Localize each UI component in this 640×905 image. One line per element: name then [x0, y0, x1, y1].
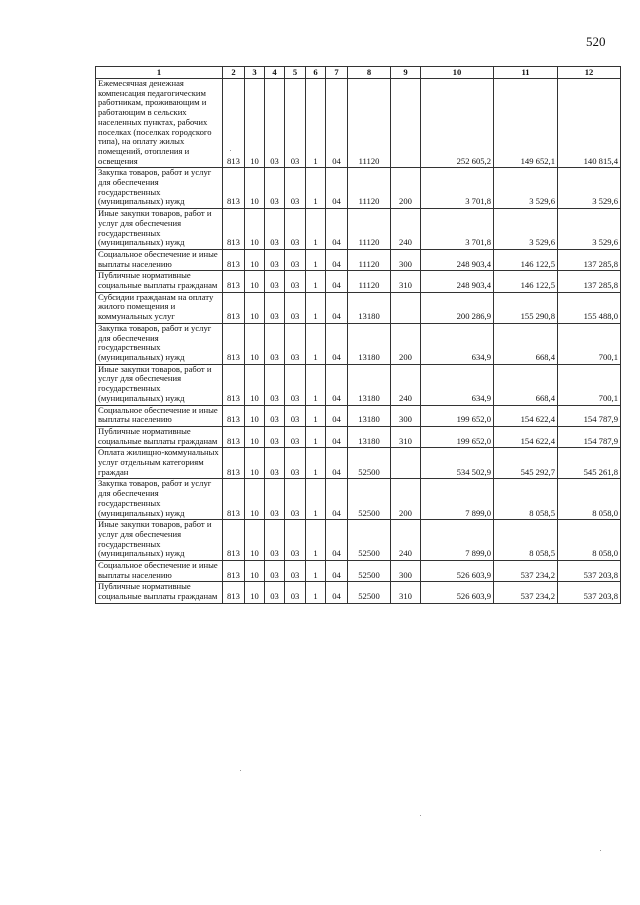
- row-value-cell: 03: [285, 405, 306, 426]
- row-value-cell: 03: [265, 168, 285, 209]
- row-value-cell: 813: [223, 323, 245, 364]
- table-body: [96, 79, 621, 604]
- row-value-cell: 813: [223, 364, 245, 405]
- table-row: [96, 426, 621, 447]
- row-value-cell: 155 488,0: [558, 292, 621, 323]
- row-value-cell: 1: [306, 405, 326, 426]
- row-value-cell: 03: [265, 292, 285, 323]
- row-value-cell: 10: [245, 582, 265, 603]
- row-value-cell: 813: [223, 405, 245, 426]
- row-value-cell: 8 058,0: [558, 520, 621, 561]
- row-value-cell: 04: [326, 323, 348, 364]
- row-value-cell: 03: [285, 168, 306, 209]
- row-value-cell: 03: [285, 209, 306, 250]
- row-value-cell: 199 652,0: [421, 426, 494, 447]
- row-value-cell: 240: [391, 209, 421, 250]
- row-value-cell: 537 203,8: [558, 561, 621, 582]
- row-value-cell: 8 058,5: [494, 479, 558, 520]
- row-value-cell: 03: [285, 323, 306, 364]
- row-value-cell: 154 787,9: [558, 405, 621, 426]
- row-value-cell: 140 815,4: [558, 79, 621, 168]
- row-value-cell: 10: [245, 168, 265, 209]
- row-value-cell: 668,4: [494, 364, 558, 405]
- row-value-cell: 537 234,2: [494, 582, 558, 603]
- row-value-cell: 04: [326, 479, 348, 520]
- row-value-cell: 154 622,4: [494, 426, 558, 447]
- column-header: 11: [494, 67, 558, 79]
- row-value-cell: 537 234,2: [494, 561, 558, 582]
- row-value-cell: 03: [265, 405, 285, 426]
- row-value-cell: 668,4: [494, 323, 558, 364]
- row-value-cell: 03: [285, 249, 306, 270]
- row-value-cell: 813: [223, 292, 245, 323]
- row-name-cell: Иные закупки товаров, работ и услуг для обеспечения государственных (муниципальных) нужд: [96, 520, 223, 561]
- row-value-cell: 03: [285, 292, 306, 323]
- row-value-cell: 545 261,8: [558, 448, 621, 479]
- column-header: 9: [391, 67, 421, 79]
- row-value-cell: 13180: [348, 364, 391, 405]
- row-value-cell: 545 292,7: [494, 448, 558, 479]
- row-name-cell: Иные закупки товаров, работ и услуг для обеспечения государственных (муниципальных) нужд: [96, 209, 223, 250]
- row-value-cell: 146 122,5: [494, 249, 558, 270]
- row-value-cell: 10: [245, 561, 265, 582]
- row-value-cell: 04: [326, 364, 348, 405]
- row-value-cell: 03: [285, 426, 306, 447]
- row-value-cell: 03: [265, 249, 285, 270]
- row-value-cell: 10: [245, 79, 265, 168]
- row-value-cell: 3 529,6: [494, 168, 558, 209]
- row-value-cell: 03: [285, 561, 306, 582]
- row-value-cell: 04: [326, 448, 348, 479]
- column-header: 8: [348, 67, 391, 79]
- row-value-cell: 137 285,8: [558, 271, 621, 292]
- row-name-cell: Социальное обеспечение и иные выплаты населению: [96, 561, 223, 582]
- row-value-cell: 154 622,4: [494, 405, 558, 426]
- row-name-cell: Закупка товаров, работ и услуг для обеспечения государственных (муниципальных) нужд: [96, 323, 223, 364]
- row-value-cell: 300: [391, 249, 421, 270]
- row-value-cell: 813: [223, 561, 245, 582]
- row-value-cell: 137 285,8: [558, 249, 621, 270]
- row-value-cell: 154 787,9: [558, 426, 621, 447]
- row-value-cell: 03: [285, 479, 306, 520]
- row-value-cell: 1: [306, 209, 326, 250]
- row-value-cell: 10: [245, 426, 265, 447]
- budget-table: [95, 66, 621, 604]
- row-value-cell: 10: [245, 479, 265, 520]
- row-value-cell: 03: [265, 271, 285, 292]
- row-value-cell: 248 903,4: [421, 271, 494, 292]
- row-name-cell: Иные закупки товаров, работ и услуг для обеспечения государственных (муниципальных) нужд: [96, 364, 223, 405]
- row-value-cell: 1: [306, 249, 326, 270]
- row-value-cell: 04: [326, 168, 348, 209]
- row-value-cell: 10: [245, 520, 265, 561]
- row-value-cell: 200: [391, 323, 421, 364]
- row-name-cell: Публичные нормативные социальные выплаты гражданам: [96, 582, 223, 603]
- row-value-cell: 3 701,8: [421, 168, 494, 209]
- table-row: [96, 479, 621, 520]
- row-value-cell: 11120: [348, 249, 391, 270]
- row-value-cell: 03: [285, 364, 306, 405]
- table-row: [96, 79, 621, 168]
- row-name-cell: Социальное обеспечение и иные выплаты населению: [96, 249, 223, 270]
- column-header: 3: [245, 67, 265, 79]
- row-value-cell: 10: [245, 323, 265, 364]
- row-value-cell: 03: [265, 79, 285, 168]
- row-value-cell: 03: [285, 271, 306, 292]
- row-value-cell: 3 701,8: [421, 209, 494, 250]
- row-value-cell: 700,1: [558, 364, 621, 405]
- row-value-cell: 240: [391, 364, 421, 405]
- row-value-cell: 10: [245, 364, 265, 405]
- row-value-cell: 52500: [348, 561, 391, 582]
- row-value-cell: 10: [245, 271, 265, 292]
- scan-speck: [600, 850, 601, 851]
- row-value-cell: 8 058,0: [558, 479, 621, 520]
- row-value-cell: 04: [326, 209, 348, 250]
- table-row: [96, 364, 621, 405]
- row-value-cell: 813: [223, 479, 245, 520]
- column-header: 7: [326, 67, 348, 79]
- row-value-cell: 252 605,2: [421, 79, 494, 168]
- row-value-cell: 10: [245, 209, 265, 250]
- row-value-cell: 813: [223, 582, 245, 603]
- row-value-cell: 310: [391, 271, 421, 292]
- column-header: 5: [285, 67, 306, 79]
- row-value-cell: 13180: [348, 292, 391, 323]
- row-value-cell: 04: [326, 520, 348, 561]
- table-row: [96, 405, 621, 426]
- row-value-cell: 11120: [348, 168, 391, 209]
- row-value-cell: 700,1: [558, 323, 621, 364]
- row-value-cell: 52500: [348, 479, 391, 520]
- row-value-cell: 526 603,9: [421, 561, 494, 582]
- row-value-cell: 200: [391, 479, 421, 520]
- row-value-cell: 03: [265, 209, 285, 250]
- row-value-cell: 04: [326, 582, 348, 603]
- row-value-cell: 1: [306, 323, 326, 364]
- row-value-cell: 310: [391, 582, 421, 603]
- row-value-cell: 04: [326, 249, 348, 270]
- row-value-cell: 813: [223, 79, 245, 168]
- table-header-row: [96, 67, 621, 79]
- row-value-cell: 03: [265, 561, 285, 582]
- row-value-cell: [391, 79, 421, 168]
- row-name-cell: Публичные нормативные социальные выплаты гражданам: [96, 426, 223, 447]
- row-value-cell: 1: [306, 479, 326, 520]
- row-value-cell: 52500: [348, 520, 391, 561]
- page-number: 520: [586, 34, 606, 49]
- table-row: [96, 561, 621, 582]
- row-value-cell: 11120: [348, 209, 391, 250]
- row-value-cell: 537 203,8: [558, 582, 621, 603]
- row-name-cell: Субсидии гражданам на оплату жилого помещения и коммунальных услуг: [96, 292, 223, 323]
- table-row: [96, 582, 621, 603]
- table-row: [96, 292, 621, 323]
- row-value-cell: 1: [306, 561, 326, 582]
- row-value-cell: 199 652,0: [421, 405, 494, 426]
- column-header: 6: [306, 67, 326, 79]
- row-name-cell: Ежемесячная денежная компенсация педагогическим работникам, проживающим и работающим в сельских населенных пунктах, рабочих поселках (поселках городского типа), на оплату жилых помещений, отопления и освещения: [96, 79, 223, 168]
- column-header: 12: [558, 67, 621, 79]
- row-value-cell: 10: [245, 249, 265, 270]
- scan-speck: [240, 770, 241, 771]
- row-value-cell: 03: [265, 582, 285, 603]
- table-row: [96, 168, 621, 209]
- row-value-cell: 03: [265, 520, 285, 561]
- row-value-cell: 534 502,9: [421, 448, 494, 479]
- row-value-cell: 04: [326, 271, 348, 292]
- row-value-cell: 03: [265, 479, 285, 520]
- row-value-cell: 1: [306, 426, 326, 447]
- row-value-cell: 1: [306, 448, 326, 479]
- row-value-cell: 634,9: [421, 364, 494, 405]
- row-value-cell: [391, 292, 421, 323]
- row-value-cell: 1: [306, 168, 326, 209]
- row-value-cell: 7 899,0: [421, 479, 494, 520]
- row-value-cell: 1: [306, 271, 326, 292]
- row-value-cell: 03: [285, 448, 306, 479]
- row-value-cell: 03: [285, 79, 306, 168]
- row-value-cell: 11120: [348, 79, 391, 168]
- row-value-cell: 04: [326, 561, 348, 582]
- row-value-cell: 04: [326, 405, 348, 426]
- row-value-cell: 3 529,6: [558, 209, 621, 250]
- row-value-cell: 1: [306, 364, 326, 405]
- row-value-cell: 52500: [348, 448, 391, 479]
- row-value-cell: 03: [265, 426, 285, 447]
- row-value-cell: 03: [265, 364, 285, 405]
- row-value-cell: 13180: [348, 323, 391, 364]
- row-value-cell: 8 058,5: [494, 520, 558, 561]
- row-name-cell: Социальное обеспечение и иные выплаты населению: [96, 405, 223, 426]
- row-value-cell: 300: [391, 561, 421, 582]
- scan-speck: [420, 815, 421, 816]
- row-value-cell: 155 290,8: [494, 292, 558, 323]
- row-value-cell: 813: [223, 448, 245, 479]
- table-row: [96, 249, 621, 270]
- row-value-cell: 1: [306, 292, 326, 323]
- row-value-cell: 04: [326, 426, 348, 447]
- row-value-cell: 3 529,6: [558, 168, 621, 209]
- column-header: 1: [96, 67, 223, 79]
- table-row: [96, 520, 621, 561]
- table-row: [96, 323, 621, 364]
- row-value-cell: [391, 448, 421, 479]
- table-row: [96, 448, 621, 479]
- row-value-cell: 04: [326, 292, 348, 323]
- row-value-cell: 813: [223, 426, 245, 447]
- row-value-cell: 813: [223, 168, 245, 209]
- row-value-cell: 1: [306, 520, 326, 561]
- row-value-cell: 310: [391, 426, 421, 447]
- row-value-cell: 10: [245, 448, 265, 479]
- row-value-cell: 52500: [348, 582, 391, 603]
- row-value-cell: 240: [391, 520, 421, 561]
- row-value-cell: 10: [245, 405, 265, 426]
- column-header: 10: [421, 67, 494, 79]
- row-value-cell: 200 286,9: [421, 292, 494, 323]
- row-value-cell: 03: [285, 520, 306, 561]
- row-value-cell: 03: [285, 582, 306, 603]
- row-value-cell: 526 603,9: [421, 582, 494, 603]
- table-row: [96, 209, 621, 250]
- row-value-cell: 1: [306, 582, 326, 603]
- row-value-cell: 248 903,4: [421, 249, 494, 270]
- row-value-cell: 634,9: [421, 323, 494, 364]
- row-name-cell: Закупка товаров, работ и услуг для обеспечения государственных (муниципальных) нужд: [96, 479, 223, 520]
- row-value-cell: 149 652,1: [494, 79, 558, 168]
- column-header: 2: [223, 67, 245, 79]
- row-value-cell: 7 899,0: [421, 520, 494, 561]
- scan-speck: [230, 150, 231, 151]
- row-value-cell: 813: [223, 209, 245, 250]
- row-value-cell: 3 529,6: [494, 209, 558, 250]
- row-name-cell: Публичные нормативные социальные выплаты гражданам: [96, 271, 223, 292]
- row-value-cell: 04: [326, 79, 348, 168]
- row-value-cell: 813: [223, 520, 245, 561]
- row-value-cell: 813: [223, 271, 245, 292]
- row-name-cell: Оплата жилищно-коммунальных услуг отдельным категориям граждан: [96, 448, 223, 479]
- row-value-cell: 300: [391, 405, 421, 426]
- row-value-cell: 813: [223, 249, 245, 270]
- row-value-cell: 13180: [348, 405, 391, 426]
- row-value-cell: 03: [265, 323, 285, 364]
- row-name-cell: Закупка товаров, работ и услуг для обеспечения государственных (муниципальных) нужд: [96, 168, 223, 209]
- row-value-cell: 10: [245, 292, 265, 323]
- row-value-cell: 11120: [348, 271, 391, 292]
- row-value-cell: 200: [391, 168, 421, 209]
- row-value-cell: 1: [306, 79, 326, 168]
- row-value-cell: 03: [265, 448, 285, 479]
- table-row: [96, 271, 621, 292]
- row-value-cell: 146 122,5: [494, 271, 558, 292]
- row-value-cell: 13180: [348, 426, 391, 447]
- column-header: 4: [265, 67, 285, 79]
